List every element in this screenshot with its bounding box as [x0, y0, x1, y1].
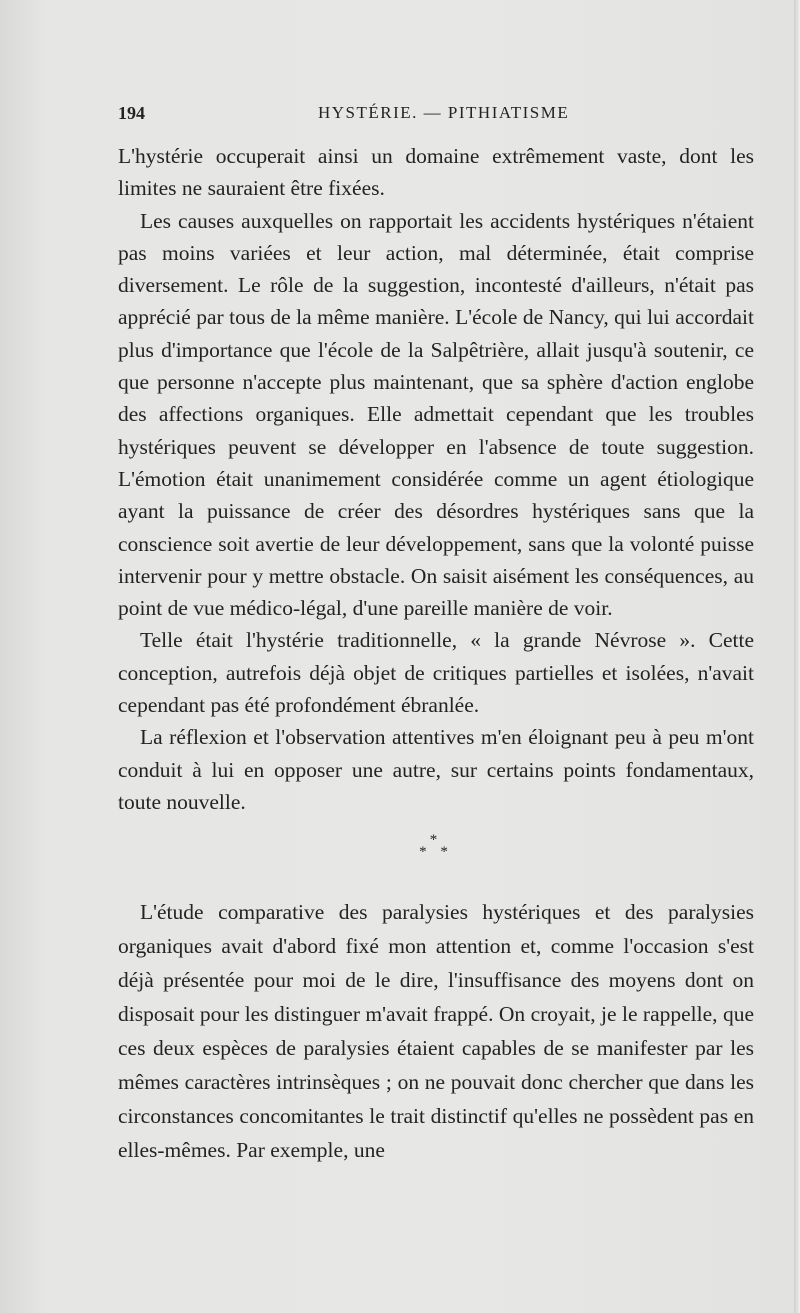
asterism-bottom: * *	[419, 844, 453, 861]
page-edge-shadow	[794, 0, 800, 1313]
paragraph: Telle était l'hystérie traditionnelle, « la grande Névrose ». Cette conception, autrefois déjà objet de critiques partielles et isolées, n'avait cependant pas été profondément ébranlée.	[118, 628, 754, 718]
running-head: HYSTÉRIE. — PITHIATISME	[318, 103, 570, 122]
asterism-top: *	[429, 832, 443, 849]
body-text-section-2	[118, 895, 754, 1167]
paragraph: Les causes auxquelles on rapportait les accidents hystériques n'étaient pas moins variées et leur action, mal déterminée, était comprise diversement. Le rôle de la suggestion, incontesté d'ailleurs, n'était pas apprécié par tous de la même manière. L'école de Nancy, qui lui accordait plus d'importance que l'école de la Salpêtrière, allait jusqu'à soutenir, ce que personne n'accepte plus maintenant, que sa sphère d'action englobe des affections organiques. Elle admettait cependant que les troubles hystériques peuvent se développer en l'absence de toute suggestion. L'émotion était unanimement considérée comme un agent étiologique ayant la puissance de créer des désordres hystériques sans que la conscience soit avertie de leur développement, sans que la volonté puisse intervenir pour y mettre obstacle. On saisit aisément les conséquences, au point de vue médico-légal, d'une pareille manière de voir.	[118, 208, 754, 621]
paragraph: L'hystérie occuperait ainsi un domaine extrêmement vaste, dont les limites ne sauraient être fixées.	[118, 144, 754, 201]
paragraph: L'étude comparative des paralysies hystériques et des paralysies organiques avait d'abord fixé mon attention et, comme l'occasion s'est déjà présentée pour moi de le dire, l'insuffisance des moyens dont on disposait pour les distinguer m'avait frappé. On croyait, je le rappelle, que ces deux espèces de paralysies étaient capables de se manifester par les mêmes caractères intrinsèques ; on ne pouvait donc chercher que dans les circonstances concomitantes le trait distinctif qu'elles ne possèdent pas en elles-mêmes. Par exemple, une	[118, 900, 754, 1162]
page-header	[118, 103, 758, 133]
paragraph: La réflexion et l'observation attentives m'en éloignant peu à peu m'ont conduit à lui en opposer une autre, sur certains points fondamentaux, toute nouvelle.	[118, 725, 754, 814]
section-separator	[118, 832, 754, 861]
page-number: 194	[118, 103, 145, 123]
body-text	[118, 140, 754, 882]
